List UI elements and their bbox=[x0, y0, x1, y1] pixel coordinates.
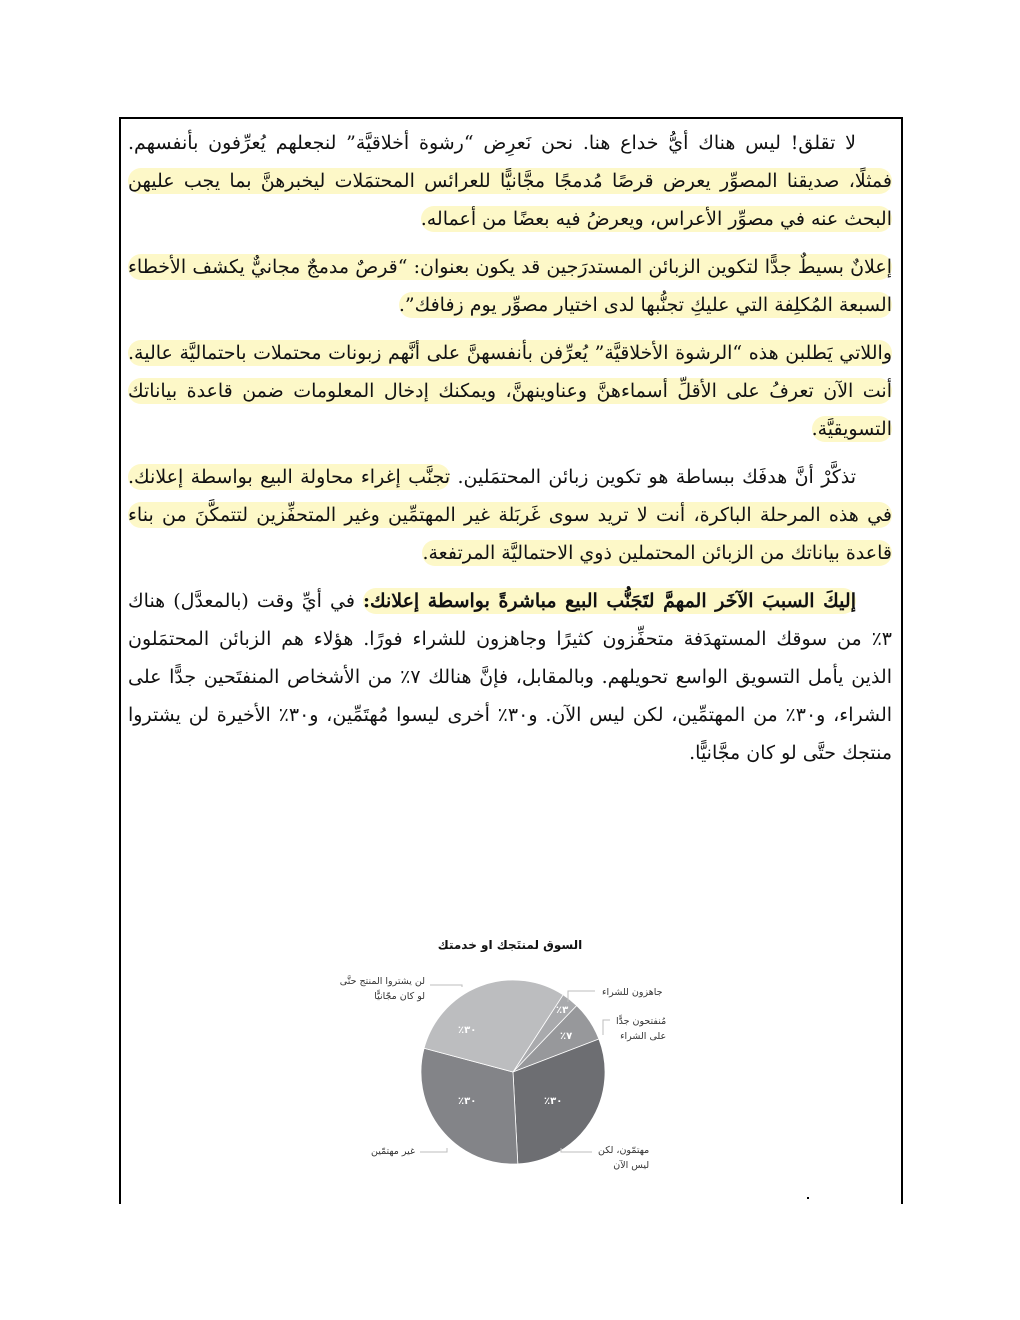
paragraph-5 bbox=[126, 582, 894, 772]
document-body bbox=[126, 124, 894, 782]
paragraph-1-intro: لا تقلق! ليس هناك أيُّ خداع هنا. نحن نَعرِض “رشوة أخلاقيَّة” لنجعلهم يُعرِّفون بأنفسهم. bbox=[128, 132, 856, 154]
label-not-interested: غير مهتمّين bbox=[370, 1146, 415, 1157]
paragraph-4 bbox=[126, 458, 894, 572]
label-interested: مهتمّون، لكن ليس الآن bbox=[598, 1145, 650, 1171]
pct-interested: ٣٠٪ bbox=[544, 1096, 563, 1107]
paragraph-4-intro: تذكَّرْ أنَّ هدفَك ببساطة هو تكوين زبائن المحتمَلين. bbox=[450, 466, 856, 488]
paragraph-3 bbox=[126, 334, 894, 448]
leader-never bbox=[430, 985, 462, 987]
paragraph-3-highlight: واللاتي يَطلبن هذه “الرشوة الأخلاقيَّة” يُعرِّفن بأنفسهنَّ على أنَّهم زبونات محتملات باحتماليَّة عالية. أنت الآن تعرفُ على الأقلِّ أسماءهنَّ وعناوينهنَّ، ويمكنك إدخال المعلومات ضمن قاعدة بياناتك التسويقيَّة. bbox=[128, 342, 892, 440]
paragraph-1-highlight: فمثلًا، صديقنا المصوِّر يعرض قرصًا مُدمجًا مجَّانيًّا للعرائس المحتمَلات ليخبرهنَّ بما يجب عليهن البحث عنه في مصوِّر الأعراس، ويعرضُ فيه بعضًا من أعماله. bbox=[128, 170, 892, 230]
paragraph-1 bbox=[126, 124, 894, 238]
pct-open: ٧٪ bbox=[560, 1031, 573, 1042]
pct-never: ٣٠٪ bbox=[458, 1025, 477, 1036]
leader-not-interested bbox=[420, 1148, 447, 1152]
chart-title: السوق لمنتَجك او خدمتك bbox=[437, 938, 583, 952]
paragraph-5-bold-lead: إليكَ السببَ الآخَر المهمَّ لتَجَنُّب البيع مباشرةً بواسطة إعلانك: bbox=[362, 590, 856, 612]
paragraph-5-body: في أيِّ وقت (بالمعدَّل) هناك ٣٪ من سوقك المستهدَفة متحفِّزون كثيرًا وجاهزون للشراء فورًا. هؤلاء هم الزبائن المحتمَلون الذين يأمل التسويق الواسع تحويلهم. وبالمقابل، فإنَّ هنالك ٧٪ من الأشخاص المنفتَحين جدًّا على الشراء، و٣٠٪ من المهتمِّين، لكن ليس الآن. و٣٠٪ أخرى ليسوا مُهتَمِّين، و٣٠٪ الأخيرة لن يشتروا منتجك حتَّى لو كان مجَّانيًّا. bbox=[128, 590, 893, 764]
pct-not-interested: ٣٠٪ bbox=[458, 1096, 477, 1107]
pct-ready: ٣٪ bbox=[556, 1005, 569, 1016]
label-open: مُنفتحون جدًّا على الشراء bbox=[616, 1016, 667, 1042]
stray-mark bbox=[807, 1197, 809, 1199]
leader-ready bbox=[568, 991, 595, 1002]
label-ready: جاهزون للشراء bbox=[602, 987, 663, 998]
leader-open bbox=[603, 1020, 610, 1035]
label-never: لن يشتروا المنتج حتَّى لو كان مجّانيًّا bbox=[339, 976, 425, 1002]
paragraph-4-highlight: تجنَّب إغراء محاولة البيع بواسطة إعلانك. في هذه المرحلة الباكرة، أنت لا تريد سوى غَربَلة غير المهتمِّين وغير المتحفِّزين لتتمكَّنَ من بناء قاعدة بياناتك من الزبائن المحتملين ذوي الاحتماليَّة المرتفعة. bbox=[128, 466, 892, 564]
paragraph-2-highlight: إعلانٌ بسيطٌ جدًّا لتكوين الزبائن المستدرَجين قد يكون بعنوان: “قرصٌ مدمجٌ مجانيٌّ يكشف الأخطاء السبعة المُكلِفة التي عليكِ تجنُّبها لدى اختيار مصوِّر يوم زفافك”. bbox=[128, 256, 892, 316]
market-pie-chart bbox=[320, 930, 700, 1190]
leader-interested bbox=[561, 1148, 592, 1152]
paragraph-2 bbox=[126, 248, 894, 324]
